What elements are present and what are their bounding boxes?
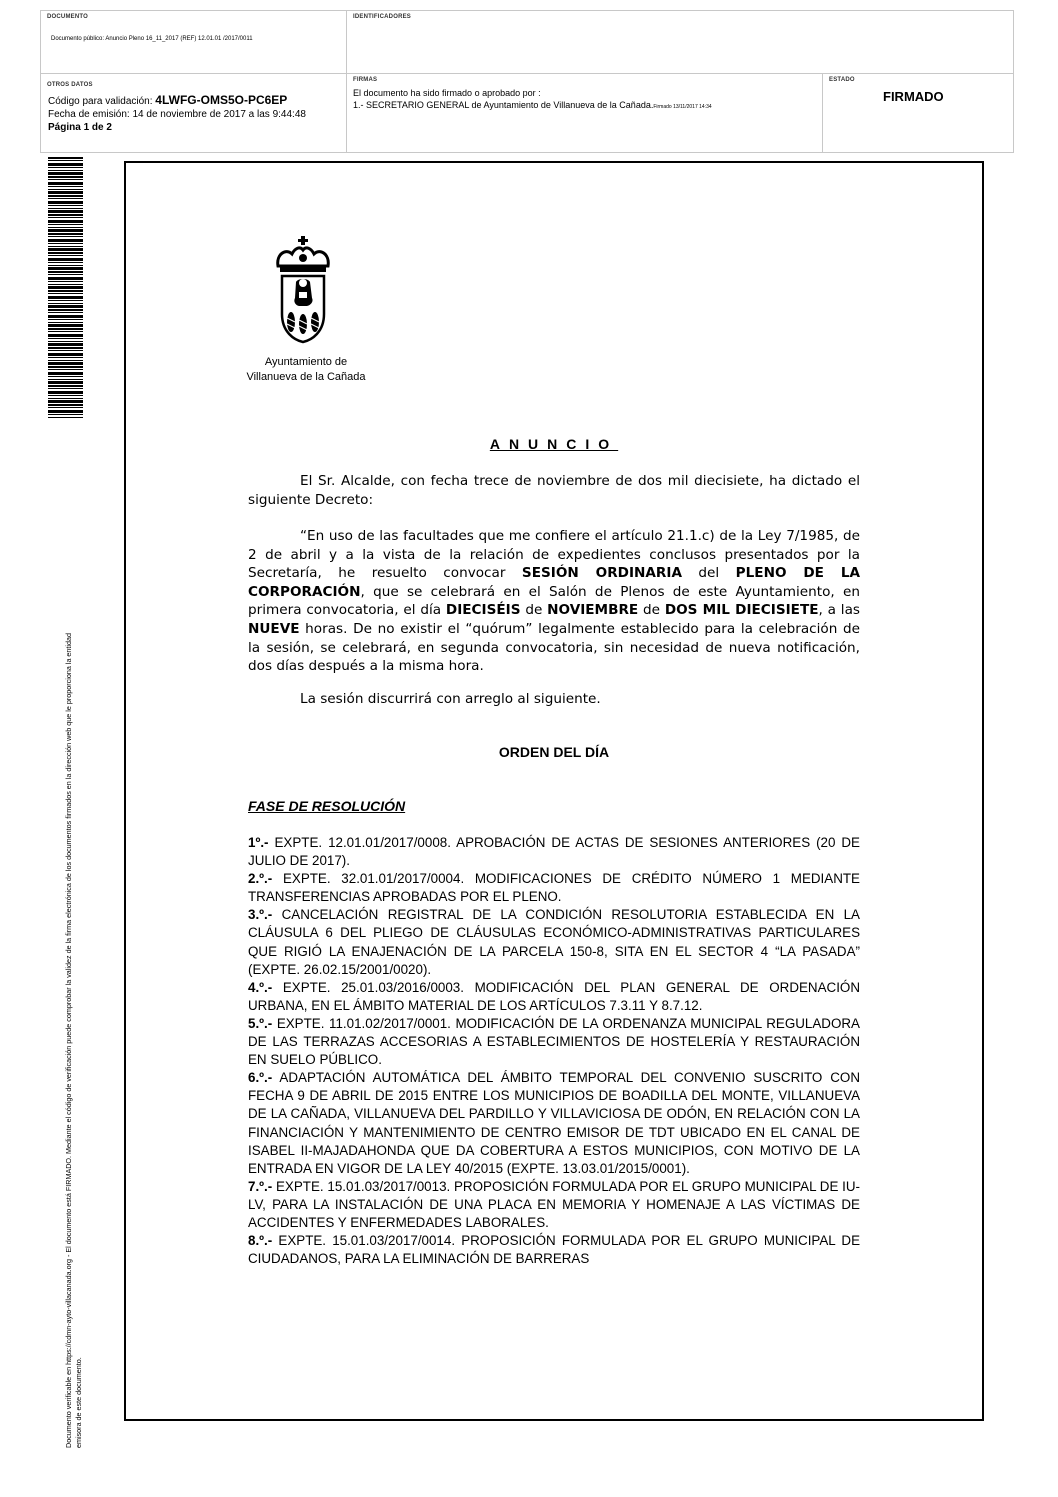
page-number: Página 1 de 2 [48,122,112,133]
intro-text: El Sr. Alcalde, con fecha trece de noviembre de dos mil diecisiete, ha dictado el siguiente Decreto: [248,473,860,508]
agenda-item-number: 1º.- [248,835,269,850]
otros-datos-cell [40,73,347,153]
firmas-line-2 [353,99,712,113]
agenda-item-text: EXPTE. 12.01.01/2017/0008. APROBACIÓN DE ACTAS DE SESIONES ANTERIORES (20 DE JULIO DE 2017). [248,835,860,869]
validation-code-prefix: Código para validación: [48,96,156,107]
agenda-item-number: 2.º.- [248,871,273,887]
decree-bold-day: DIECISÉIS [445,602,521,619]
documento-text: Documento público: Anuncio Pleno 16_11_2017 (REF) 12.01.01 /2017/0011 [51,36,253,42]
logo-caption [226,355,386,385]
validation-code [48,94,287,108]
decree-text: , a las [818,602,860,619]
document-title: ANUNCIO [489,436,619,452]
agenda-item [248,1015,860,1069]
decree-bold-month: NOVIEMBRE [547,602,639,619]
decree-text: “En uso de las facultades que me confiere el artículo 21.1.c) de la Ley 7/1985, de 2 de abril y a la vista de la relación de expedientes conclusos presentados por la Secretaría, he resuelto convocar [248,528,860,582]
phase-heading: FASE DE RESOLUCIÓN [248,798,406,814]
decree-bold-sesion: SESIÓN ORDINARIA [521,565,682,582]
decree-bold-pleno: PLENO DE LA CORPORACIÓN [248,565,861,600]
verification-side-text [64,438,83,1448]
agenda-item-number: 8.º.- [248,1233,273,1249]
decree-text: de [638,602,665,619]
logo-caption-line-1: Ayuntamiento de [264,356,348,368]
identificadores-label: IDENTIFICADORES [353,14,412,20]
agenda-item-number: 7.º.- [248,1178,273,1194]
otros-datos-label: OTROS DATOS [47,82,93,88]
validation-code-value: 4LWFG-OMS5O-PC6EP [155,93,288,107]
agenda-item-number: 3.º.- [248,907,273,923]
agenda-item-text: EXPTE. 11.01.02/2017/0001. MODIFICACIÓN DE LA ORDENANZA MUNICIPAL REGULADORA DE LAS TERRAZAS ACCESORIAS A ESTABLECIMIENTOS DE HOSTELERÍA Y RESTAURACIÓN EN SUELO PÚBLICO. [248,1015,860,1068]
agenda-item [248,1232,860,1268]
agenda-item-number: 5.º.- [248,1015,273,1031]
decree-paragraph [248,527,860,676]
agenda-item [248,834,860,870]
decree-text: del [681,565,736,582]
documento-label: DOCUMENTO [47,14,89,20]
agenda-item-text: CANCELACIÓN REGISTRAL DE LA CONDICIÓN RESOLUTORIA ESTABLECIDA EN LA CLÁUSULA 6 DEL PLIEGO DE CLÁUSULAS ECONÓMICO-ADMINISTRATIVAS PARTICULARES QUE RIGIÓ LA ENAJENACIÓN DE LA PARCELA 150-8, SITA EN EL SECTOR 4 “LA PASADA” (EXPTE. 26.02.15/2001/0020). [248,907,860,977]
session-text: La sesión discurrirá con arreglo al siguiente. [300,691,601,707]
agenda-item [248,1178,860,1232]
decree-bold-year: DOS MIL DIECISIETE [664,602,819,619]
agenda-item-number: 6.º.- [248,1070,273,1086]
agenda-item-text: EXPTE. 32.01.01/2017/0004. MODIFICACIONES DE CRÉDITO NÚMERO 1 MEDIANTE TRANSFERENCIAS APROBADAS POR EL PLENO. [248,871,860,905]
firmas-label: FIRMAS [353,77,378,83]
agenda-item-text: EXPTE. 15.01.03/2017/0013. PROPOSICIÓN FORMULADA POR EL GRUPO MUNICIPAL DE IU-LV, PARA LA INSTALACIÓN DE UNA PLACA EN MEMORIA Y HOMENAJE A LAS VÍCTIMAS DE ACCIDENTES Y ENFERMEDADES LABORALES. [248,1178,860,1230]
agenda-item [248,979,860,1015]
side-text-line-2: emisora de este documento. [73,1357,83,1448]
coat-of-arms-logo [270,236,336,344]
identificadores-cell [346,10,1014,74]
firmas-cell [346,73,823,153]
side-text-line-1: Documento verificable en https://cdmn-ayto-villacanada.org - El documento está FIRMADO. Mediante el código de verificación puede comprobar la validez de la firma electrónica de los documentos firmados en la dirección web que le proporciona la entidad [64,632,73,1448]
decree-text: horas. De no existir el “quórum” legalmente establecido para la celebración de la sesión, se celebrará, en segunda convocatoria, sin necesidad de nueva notificación, dos días después a la misma hora. [248,620,860,675]
decree-bold-hour: NUEVE [248,620,300,637]
logo-caption-line-2: Villanueva de la Cañada [246,371,366,383]
emission-date: Fecha de emisión: 14 de noviembre de 2017 a las 9:44:48 [48,109,306,120]
firmas-date: Firmado 13/11/2017 14:34 [653,104,712,110]
estado-value: FIRMADO [883,89,944,104]
agenda-list [248,834,860,1268]
agenda-item [248,906,860,978]
agenda-title: ORDEN DEL DÍA [498,744,610,760]
decree-text: , que se celebrará en el Salón de Plenos de este Ayuntamiento, en primera convocatoria, el día [248,583,860,619]
session-paragraph [248,690,860,709]
barcode [48,157,83,419]
decree-text: de [520,602,548,619]
agenda-item [248,1069,860,1178]
agenda-item-text: ADAPTACIÓN AUTOMÁTICA DEL ÁMBITO TEMPORAL DEL CONVENIO SUSCRITO CON FECHA 9 DE ABRIL DE 2015 ENTRE LOS MUNICIPIOS DE BOADILLA DEL MONTE, VILLANUEVA DE LA CAÑADA, VILLANUEVA DEL PARDILLO Y VILLAVICIOSA DE ODÓN, EN RELACIÓN CON LA FINANCIACIÓN Y MANTENIMIENTO DE CENTRO EMISOR DE TDT UBICADO EN EL CANAL DE ISABEL II-MAJADAHONDA QUE DA COBERTURA A ESTOS MUNICIPIOS, CON MOTIVO DE LA ENTRADA EN VIGOR DE LA LEY 40/2015 (EXPTE. 13.03.01/2015/0001). [248,1070,860,1176]
estado-label: ESTADO [829,77,855,83]
estado-cell [822,73,1014,153]
agenda-item-text: EXPTE. 25.01.03/2016/0003. MODIFICACIÓN DEL PLAN GENERAL DE ORDENACIÓN URBANA, EN EL ÁMBITO MATERIAL DE LOS ARTÍCULOS 7.3.11 Y 8.7.12. [248,979,860,1013]
agenda-item [248,870,860,906]
firmas-line-1: El documento ha sido firmado o aprobado por : [353,88,541,98]
agenda-item-text: EXPTE. 15.01.03/2017/0014. PROPOSICIÓN FORMULADA POR EL GRUPO MUNICIPAL DE CIUDADANOS, PARA LA ELIMINACIÓN DE BARRERAS [248,1233,860,1267]
agenda-item-number: 4.º.- [248,979,273,995]
documento-cell [40,10,347,74]
intro-paragraph [248,472,860,509]
firmas-signer: 1.- SECRETARIO GENERAL de Ayuntamiento de Villanueva de la Cañada. [353,100,654,110]
